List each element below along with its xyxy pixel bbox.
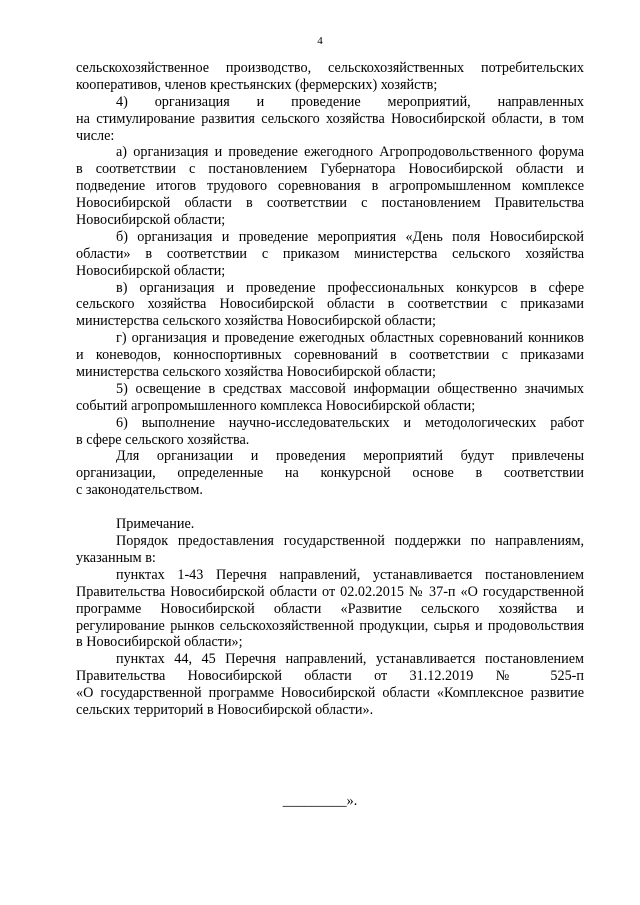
paragraph-item-v bbox=[76, 280, 584, 331]
text-line: указанным в: bbox=[76, 549, 156, 566]
paragraph-note-intro bbox=[76, 533, 584, 567]
text-line: пунктах 1-43 Перечня направлений, устанавливается постановлением bbox=[116, 566, 584, 583]
text-line: сельского хозяйства Новосибирской области в соответствии с приказами bbox=[76, 296, 584, 313]
text-line: организации, определенные на конкурсной основе в соответствии bbox=[76, 465, 584, 482]
paragraph-note-44-45 bbox=[76, 651, 584, 719]
text-line: Новосибирской области в соответствии с постановлением Правительства bbox=[76, 195, 584, 212]
text-line: Примечание. bbox=[116, 516, 195, 533]
text-line: Для организации и проведения мероприятий будут привлечены bbox=[116, 448, 584, 465]
text-line: в Новосибирской области»; bbox=[76, 634, 243, 651]
text-line: и коневодов, конноспортивных соревнований в соответствии с приказами bbox=[76, 347, 584, 364]
text-line: событий агропромышленного комплекса Новосибирской области; bbox=[76, 397, 476, 414]
paragraph-item-4 bbox=[76, 94, 584, 145]
paragraph-note-1-43 bbox=[76, 567, 584, 651]
text-line: числе: bbox=[76, 127, 115, 144]
paragraph-item-g bbox=[76, 330, 584, 381]
text-line: сельских территорий в Новосибирской области». bbox=[76, 701, 374, 718]
text-line: Правительства Новосибирской области от 31.12.2019 № 525-п bbox=[76, 668, 584, 685]
paragraph-note-heading bbox=[76, 516, 584, 533]
text-line: «О государственной программе Новосибирской области «Комплексное развитие bbox=[76, 685, 584, 702]
text-line: кооперативов, членов крестьянских (фермерских) хозяйств; bbox=[76, 76, 438, 93]
text-line: пунктах 44, 45 Перечня направлений, устанавливается постановлением bbox=[116, 651, 584, 668]
text-line: Правительства Новосибирской области от 02.02.2015 № 37-п «О государственной bbox=[76, 583, 584, 600]
paragraph-item-6 bbox=[76, 415, 584, 449]
text-line: регулирование рынков сельскохозяйственной продукции, сырья и продовольствия bbox=[76, 617, 584, 634]
paragraph-organizations bbox=[76, 448, 584, 499]
text-line: 6) выполнение научно-исследовательских и методологических работ bbox=[116, 414, 584, 431]
text-line: подведение итогов трудового соревнования в агропромышленном комплексе bbox=[76, 178, 584, 195]
text-line: министерства сельского хозяйства Новосибирской области; bbox=[76, 313, 436, 330]
text-line: области» в соответствии с приказом министерства сельского хозяйства bbox=[76, 245, 584, 262]
text-line: программе Новосибирской области «Развитие сельского хозяйства и bbox=[76, 600, 584, 617]
paragraph-continuation bbox=[76, 60, 584, 94]
text-line: в сфере сельского хозяйства. bbox=[76, 431, 250, 448]
text-line: в) организация и проведение профессиональных конкурсов в сфере bbox=[116, 279, 584, 296]
text-line: в соответствии с постановлением Губернатора Новосибирской области и bbox=[76, 161, 584, 178]
text-line: 4) организация и проведение мероприятий, направленных bbox=[116, 93, 584, 110]
text-line: б) организация и проведение мероприятия «День поля Новосибирской bbox=[116, 228, 584, 245]
text-line: Новосибирской области; bbox=[76, 262, 226, 279]
text-line: с законодательством. bbox=[76, 482, 203, 499]
text-line: министерства сельского хозяйства Новосибирской области; bbox=[76, 364, 436, 381]
paragraph-gap bbox=[76, 499, 584, 516]
text-line: а) организация и проведение ежегодного Агропродовольственного форума bbox=[116, 144, 584, 161]
paragraph-item-b bbox=[76, 229, 584, 280]
text-line: Порядок предоставления государственной поддержки по направлениям, bbox=[116, 533, 584, 550]
text-line: г) организация и проведение ежегодных областных соревнований конников bbox=[116, 330, 584, 347]
page-number: 4 bbox=[317, 35, 323, 47]
text-line: Новосибирской области; bbox=[76, 212, 226, 229]
paragraph-item-a bbox=[76, 144, 584, 228]
document-body bbox=[76, 60, 584, 719]
text-line: 5) освещение в средствах массовой информации общественно значимых bbox=[116, 380, 584, 397]
closing-mark: _________». bbox=[282, 793, 358, 809]
text-line: сельскохозяйственное производство, сельскохозяйственных потребительских bbox=[76, 60, 584, 76]
paragraph-item-5 bbox=[76, 381, 584, 415]
text-line: на стимулирование развития сельского хозяйства Новосибирской области, в том bbox=[76, 110, 584, 127]
